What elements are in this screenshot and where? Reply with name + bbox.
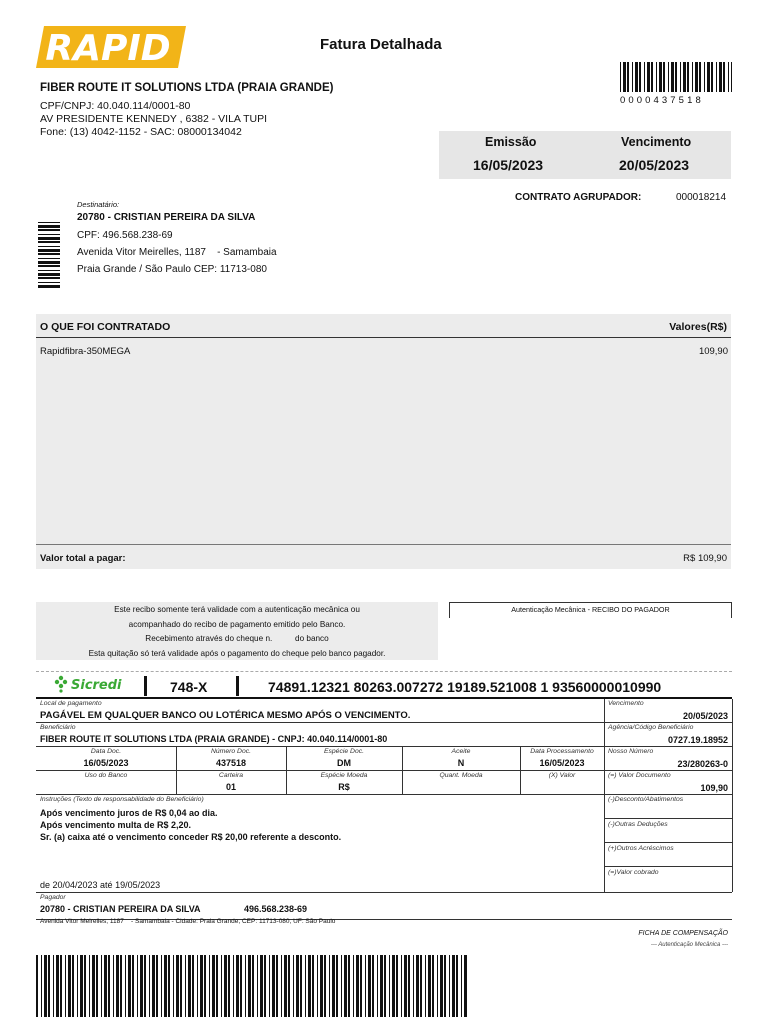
barcode-bar — [324, 955, 326, 1017]
instr-line: Após vencimento juros de R$ 0,04 ao dia. — [40, 808, 218, 818]
data-doc-value: 16/05/2023 — [83, 758, 129, 768]
barcode-bar — [140, 955, 143, 1017]
barcode-bar — [269, 955, 270, 1017]
slip-col-line — [732, 699, 733, 892]
num-doc-value: 437518 — [215, 758, 247, 768]
barcode-bar — [305, 955, 306, 1017]
slip-col-line — [604, 699, 605, 892]
data-proc-value: 16/05/2023 — [539, 758, 585, 768]
barcode-bar — [152, 955, 155, 1017]
contracted-item-name: Rapidfibra-350MEGA — [40, 346, 131, 357]
barcode-bar — [38, 258, 60, 259]
barcode-bar — [125, 955, 126, 1017]
barcode-bar — [168, 955, 170, 1017]
barcode-bar — [284, 955, 287, 1017]
cut-line — [36, 671, 732, 672]
recibo-line: Recebimento através do cheque n. do banco — [145, 634, 329, 643]
barcode-bar — [92, 955, 95, 1017]
local-value: PAGÁVEL EM QUALQUER BANCO OU LOTÉRICA MESMO APÓS O VENCIMENTO. — [40, 710, 411, 721]
barcode-bar — [456, 955, 458, 1017]
contracted-header-label: O QUE FOI CONTRATADO — [40, 321, 171, 333]
emissao-label: Emissão — [485, 135, 537, 149]
ficha-auth-label: --- Autenticação Mecânica --- — [650, 942, 728, 948]
barcode-bar — [365, 955, 366, 1017]
barcode-bar — [731, 62, 732, 92]
barcode-bar — [38, 234, 60, 235]
pagador-name: 20780 - CRISTIAN PEREIRA DA SILVA — [40, 904, 201, 914]
barcode-bar — [216, 955, 218, 1017]
outras-deducoes-label: (-)Outras Deduções — [608, 821, 668, 828]
barcode-bar — [368, 955, 371, 1017]
barcode-bar — [276, 955, 278, 1017]
barcode-bar — [659, 62, 662, 92]
barcode-bar — [120, 955, 122, 1017]
instr-line: Após vencimento multa de R$ 2,20. — [40, 820, 192, 830]
barcode-bar — [620, 62, 621, 92]
instr-line: Sr. (a) caixa até o vencimento conceder R$ 20,00 referente a desconto. — [40, 832, 342, 842]
outros-acrescimos-label: (+)Outros Acréscimos — [608, 845, 674, 852]
barcode-bar — [692, 62, 693, 92]
pagador-address: Avenida Vitor Meirelles, 1187 - Samambaia - Cidade: Praia Grande, CEP: 11713-080, UF: São Paulo — [40, 918, 336, 925]
barcode-bar — [53, 955, 54, 1017]
barcode-bar — [651, 62, 653, 92]
barcode-bar — [173, 955, 174, 1017]
barcode-bar — [464, 955, 467, 1017]
barcode-bar — [38, 277, 60, 279]
page-title: Fatura Detalhada — [320, 36, 442, 53]
barcode-bar — [300, 955, 302, 1017]
company-cnpj: CPF/CNPJ: 40.040.114/0001-80 — [40, 100, 191, 112]
barcode-bar — [396, 955, 398, 1017]
barcode-bar — [635, 62, 638, 92]
barcode-bar — [180, 955, 182, 1017]
barcode-bar — [240, 955, 242, 1017]
barcode-bar — [716, 62, 717, 92]
rapid-logo — [36, 22, 186, 72]
barcode-bar — [728, 62, 729, 92]
barcode-bar — [663, 62, 665, 92]
barcode-bar — [332, 955, 335, 1017]
carteira-label: Carteira — [218, 772, 244, 779]
barcode-bar — [38, 261, 60, 264]
slip-row-line — [604, 842, 732, 843]
barcode-bar — [68, 955, 71, 1017]
valor-cobrado-label: (=)Valor cobrado — [608, 869, 659, 876]
slip-row-line — [36, 794, 732, 795]
barcode-bar — [104, 955, 107, 1017]
barcode-bar — [176, 955, 179, 1017]
barcode-bar — [348, 955, 350, 1017]
num-doc-label: Número Doc. — [210, 748, 252, 755]
slip-row-line — [36, 770, 732, 771]
sicredi-logo — [52, 674, 122, 694]
destinatario-address: Avenida Vitor Meirelles, 1187 - Samambaia — [77, 247, 277, 258]
destinatario-cpf: CPF: 496.568.238-69 — [77, 230, 173, 241]
barcode-bar — [389, 955, 390, 1017]
barcode-bar — [437, 955, 438, 1017]
barcode-bar — [288, 955, 290, 1017]
barcode-bar — [41, 955, 42, 1017]
slip-row-line — [36, 746, 732, 747]
barcode-bar — [137, 955, 138, 1017]
desconto-label: (-)Desconto/Abatimentos — [608, 796, 684, 803]
company-phone: Fone: (13) 4042-1152 - SAC: 08000134042 — [40, 126, 242, 138]
barcode-bar — [401, 955, 402, 1017]
barcode-bar — [84, 955, 86, 1017]
pagador-label: Pagador — [40, 894, 66, 901]
barcode-bar — [356, 955, 359, 1017]
barcode-bar — [671, 62, 674, 92]
benef-value: FIBER ROUTE IT SOLUTIONS LTDA (PRAIA GRANDE) - CNPJ: 40.040.114/0001-80 — [40, 734, 388, 744]
destinatario-label: Destinatário: — [77, 200, 120, 209]
barcode-bar — [707, 62, 710, 92]
barcode-bar — [38, 246, 60, 247]
barcode-bar — [272, 955, 275, 1017]
valor-doc-label: (=) Valor Documento — [608, 772, 671, 779]
barcode-bar — [128, 955, 131, 1017]
barcode-bar — [38, 253, 60, 255]
agencia-value: 0727.19.18952 — [667, 735, 728, 745]
venc-label: Vencimento — [608, 700, 644, 707]
barcode-bar — [38, 241, 60, 243]
total-label: Valor total a pagar: — [40, 553, 126, 564]
barcode-bar — [711, 62, 713, 92]
mail-barcode — [38, 222, 60, 288]
barcode-bar — [197, 955, 198, 1017]
barcode-bar — [38, 285, 60, 288]
barcode-bar — [149, 955, 150, 1017]
barcode-bar — [687, 62, 689, 92]
barcode-bar — [80, 955, 83, 1017]
barcode-bar — [185, 955, 186, 1017]
barcode-bar — [392, 955, 395, 1017]
barcode-bar — [408, 955, 410, 1017]
barcode-bar — [156, 955, 158, 1017]
vencimento-date: 20/05/2023 — [619, 157, 690, 173]
barcode-bar — [236, 955, 239, 1017]
recibo-line: Este recibo somente terá validade com a autenticação mecânica ou — [114, 605, 360, 614]
barcode-bar — [38, 222, 60, 223]
recibo-line: acompanhado do recibo de pagamento emitido pelo Banco. — [128, 619, 346, 629]
aceite-label: Aceite — [451, 748, 471, 755]
barcode-bar — [108, 955, 110, 1017]
barcode-bar — [38, 237, 60, 240]
barcode-bar — [164, 955, 167, 1017]
slip-row-line — [36, 722, 732, 723]
barcode-bar — [192, 955, 194, 1017]
bank-separator — [144, 676, 147, 696]
barcode-bar — [452, 955, 455, 1017]
barcode-bar — [209, 955, 210, 1017]
barcode-bar — [252, 955, 254, 1017]
barcode-bar — [38, 273, 60, 276]
quant-moeda-label: Quant. Moeda — [439, 772, 483, 779]
venc-value: 20/05/2023 — [682, 711, 728, 721]
barcode-bar — [440, 955, 443, 1017]
slip-row-line — [36, 892, 732, 893]
values-header-label: Valores(R$) — [669, 321, 727, 333]
barcode-bar — [360, 955, 362, 1017]
barcode-bar — [704, 62, 705, 92]
barcode-bar — [413, 955, 414, 1017]
barcode-bar — [384, 955, 386, 1017]
barcode-bar — [144, 955, 146, 1017]
barcode-bar — [60, 955, 62, 1017]
barcode-bar — [425, 955, 426, 1017]
barcode-bar — [695, 62, 698, 92]
company-address: AV PRESIDENTE KENNEDY , 6382 - VILA TUPI — [40, 113, 268, 125]
auth-recibo-label: Autenticação Mecânica - RECIBO DO PAGADOR — [449, 602, 732, 618]
data-proc-label: Data Processamento — [530, 748, 594, 755]
destinatario-name: 20780 - CRISTIAN PEREIRA DA SILVA — [77, 212, 256, 223]
pagador-cpf: 496.568.238-69 — [244, 904, 308, 914]
barcode-bar — [644, 62, 645, 92]
especie-moeda-value: R$ — [338, 782, 350, 792]
especie-moeda-label: Espécie Moeda — [320, 772, 368, 779]
barcode-bar — [312, 955, 314, 1017]
barcode-bar — [420, 955, 422, 1017]
barcode-bar — [639, 62, 641, 92]
uso-banco-label: Uso do Banco — [84, 772, 128, 779]
barcode-bar — [228, 955, 230, 1017]
data-doc-label: Data Doc. — [90, 748, 122, 755]
barcode-bar — [38, 265, 60, 267]
especie-doc-value: DM — [337, 758, 351, 768]
benef-label: Beneficiário — [40, 724, 76, 731]
nosso-num-label: Nosso Número — [608, 748, 654, 755]
barcode-bar — [89, 955, 90, 1017]
barcode-bar — [224, 955, 227, 1017]
bank-code: 748-X — [170, 679, 208, 695]
barcode-bar — [44, 955, 47, 1017]
barcode-bar — [416, 955, 419, 1017]
especie-doc-label: Espécie Doc. — [323, 748, 365, 755]
barcode-bar — [38, 270, 60, 271]
barcode-bar — [233, 955, 234, 1017]
sicredi-logo-text: Sicredi — [71, 678, 122, 693]
barcode-bar — [317, 955, 318, 1017]
barcode-bar — [38, 225, 60, 228]
periodo-text: de 20/04/2023 até 19/05/2023 — [40, 880, 161, 890]
invoice-barcode-number: 0000437518 — [620, 95, 704, 106]
recibo-notice — [36, 602, 438, 660]
barcode-bar — [38, 249, 60, 252]
recibo-line: Esta quitação só terá validade após o pagamento do cheque pelo banco pagador. — [88, 648, 386, 658]
contracted-header — [36, 314, 731, 338]
barcode-bar — [380, 955, 383, 1017]
barcode-bar — [372, 955, 374, 1017]
barcode-bar — [77, 955, 78, 1017]
barcode-bar — [699, 62, 701, 92]
slip-row-line — [604, 866, 732, 867]
boleto-barcode — [36, 955, 468, 1017]
barcode-bar — [336, 955, 338, 1017]
barcode-bar — [116, 955, 119, 1017]
contrato-label: CONTRATO AGRUPADOR: — [515, 192, 642, 203]
barcode-bar — [212, 955, 215, 1017]
agencia-label: Agência/Código Beneficiário — [608, 724, 694, 731]
barcode-bar — [188, 955, 191, 1017]
barcode-bar — [221, 955, 222, 1017]
contrato-value: 000018214 — [676, 192, 727, 203]
barcode-bar — [101, 955, 102, 1017]
barcode-bar — [281, 955, 282, 1017]
barcode-bar — [296, 955, 299, 1017]
barcode-bar — [344, 955, 347, 1017]
barcode-bar — [36, 955, 38, 1017]
linha-digitavel: 74891.12321 80263.007272 19189.521008 1 93560000010990 — [268, 679, 662, 695]
barcode-bar — [245, 955, 246, 1017]
valor-doc-value: 109,90 — [700, 783, 728, 793]
ficha-compensacao-label: FICHA DE COMPENSAÇÃO — [638, 930, 728, 937]
local-label: Local de pagamento — [40, 700, 102, 707]
barcode-bar — [132, 955, 134, 1017]
slip-row-line — [604, 818, 732, 819]
boleto-slip — [36, 697, 732, 927]
vencimento-label: Vencimento — [621, 135, 692, 149]
barcode-bar — [113, 955, 114, 1017]
barcode-bar — [48, 955, 50, 1017]
aceite-value: N — [457, 758, 465, 768]
barcode-bar — [444, 955, 446, 1017]
barcode-bar — [248, 955, 251, 1017]
dates-box — [439, 131, 731, 179]
emissao-date: 16/05/2023 — [473, 157, 544, 173]
barcode-bar — [65, 955, 66, 1017]
barcode-bar — [161, 955, 162, 1017]
barcode-bar — [461, 955, 462, 1017]
barcode-bar — [257, 955, 258, 1017]
barcode-bar — [632, 62, 633, 92]
barcode-bar — [668, 62, 669, 92]
barcode-bar — [72, 955, 74, 1017]
barcode-bar — [264, 955, 266, 1017]
barcode-bar — [627, 62, 629, 92]
barcode-bar — [320, 955, 323, 1017]
barcode-bar — [96, 955, 98, 1017]
rapid-logo-text: RAPID — [45, 28, 171, 69]
barcode-bar — [719, 62, 722, 92]
barcode-bar — [308, 955, 311, 1017]
barcode-bar — [404, 955, 407, 1017]
barcode-bar — [377, 955, 378, 1017]
barcode-bar — [647, 62, 650, 92]
barcode-bar — [680, 62, 681, 92]
barcode-bar — [623, 62, 626, 92]
barcode-bar — [56, 955, 59, 1017]
barcode-bar — [293, 955, 294, 1017]
carteira-value: 01 — [225, 782, 236, 792]
barcode-bar — [38, 282, 60, 283]
barcode-bar — [260, 955, 263, 1017]
barcode-bar — [329, 955, 330, 1017]
barcode-bar — [675, 62, 677, 92]
bank-separator — [236, 676, 239, 696]
destinatario-city: Praia Grande / São Paulo CEP: 11713-080 — [77, 264, 267, 275]
total-bar — [36, 544, 731, 569]
barcode-bar — [723, 62, 725, 92]
instr-label: Instruções (Texto de responsabilidade do Beneficiário) — [40, 796, 204, 803]
barcode-bar — [341, 955, 342, 1017]
barcode-bar — [432, 955, 434, 1017]
barcode-bar — [200, 955, 203, 1017]
valor-label: (X) Valor — [548, 772, 576, 779]
invoice-barcode — [620, 62, 732, 92]
barcode-bar — [204, 955, 206, 1017]
nosso-num-value: 23/280263-0 — [677, 759, 728, 769]
barcode-bar — [428, 955, 431, 1017]
total-value: R$ 109,90 — [683, 553, 727, 564]
barcode-bar — [353, 955, 354, 1017]
contracted-panel — [36, 314, 731, 569]
company-name: FIBER ROUTE IT SOLUTIONS LTDA (PRAIA GRANDE) — [40, 82, 334, 94]
contracted-item-value: 109,90 — [698, 346, 728, 357]
barcode-bar — [656, 62, 657, 92]
barcode-bar — [38, 229, 60, 231]
barcode-bar — [683, 62, 686, 92]
barcode-bar — [449, 955, 450, 1017]
